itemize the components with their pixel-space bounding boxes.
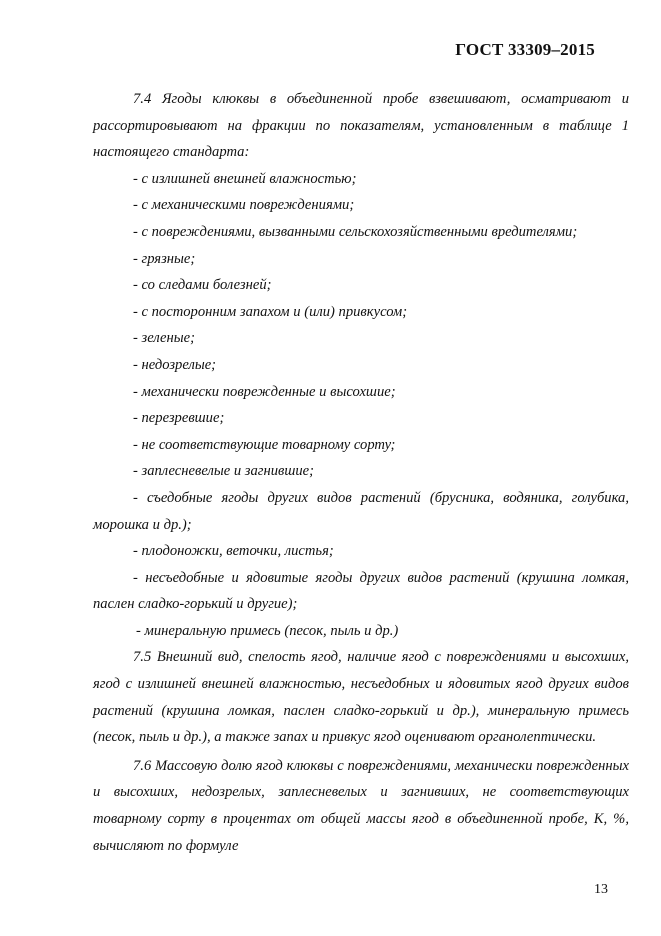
list-item: - с посторонним запахом и (или) привкусом;	[133, 303, 408, 320]
list-item: - с механическими повреждениями;	[133, 197, 355, 214]
list-item: - съедобные ягоды других видов растений (брусника, водяника, голубика, морошка и др.);	[93, 489, 629, 533]
paragraph-7-5: 7.5 Внешний вид, спелость ягод, наличие ягод с повреждениями и высохших, ягод с излишней внешней влажностью, несъедобных и ядовитых ягод других видов растений (крушина ломкая, паслен сладко-горький и др.), минеральную примесь (песок, пыль и др.), а также запах и привкус ягод оценивают органолептически.	[93, 649, 629, 746]
page-number: 13	[594, 882, 608, 897]
list-item: - с излишней внешней влажностью;	[133, 170, 357, 187]
list-item: - заплесневелые и загнившие;	[133, 463, 314, 480]
list-item: - недозрелые;	[133, 356, 217, 373]
list-item: - минеральную примесь (песок, пыль и др.)	[136, 622, 399, 639]
paragraph-7-6: 7.6 Массовую долю ягод клюквы с повреждениями, механически поврежденных и высохших, недозрелых, заплесневелых и загнивших, не соответствующих товарному сорту в процентах от общей массы ягод в объединенной пробе, К, %, вычисляют по формуле	[93, 757, 629, 854]
list-item: - плодоножки, веточки, листья;	[133, 543, 334, 560]
list-item: - с повреждениями, вызванными сельскохозяйственными вредителями;	[133, 223, 578, 240]
list-item: - грязные;	[133, 250, 196, 267]
list-item: - несъедобные и ядовитые ягоды других видов растений (крушина ломкая, паслен сладко-горький и другие);	[93, 569, 629, 613]
list-item: - не соответствующие товарному сорту;	[133, 436, 396, 453]
body-text	[93, 86, 629, 859]
list-item: - зеленые;	[133, 330, 195, 347]
list-item: - перезревшие;	[133, 410, 225, 427]
list-item: - механически поврежденные и высохшие;	[133, 383, 396, 400]
list-item: - со следами болезней;	[133, 277, 272, 294]
paragraph-7-4: 7.4 Ягоды клюквы в объединенной пробе взвешивают, осматривают и рассортировывают на фракции по показателям, установленным в таблице 1 настоящего стандарта:	[93, 91, 629, 161]
fraction-list	[93, 166, 629, 645]
standard-header: ГОСТ 33309–2015	[455, 40, 595, 59]
